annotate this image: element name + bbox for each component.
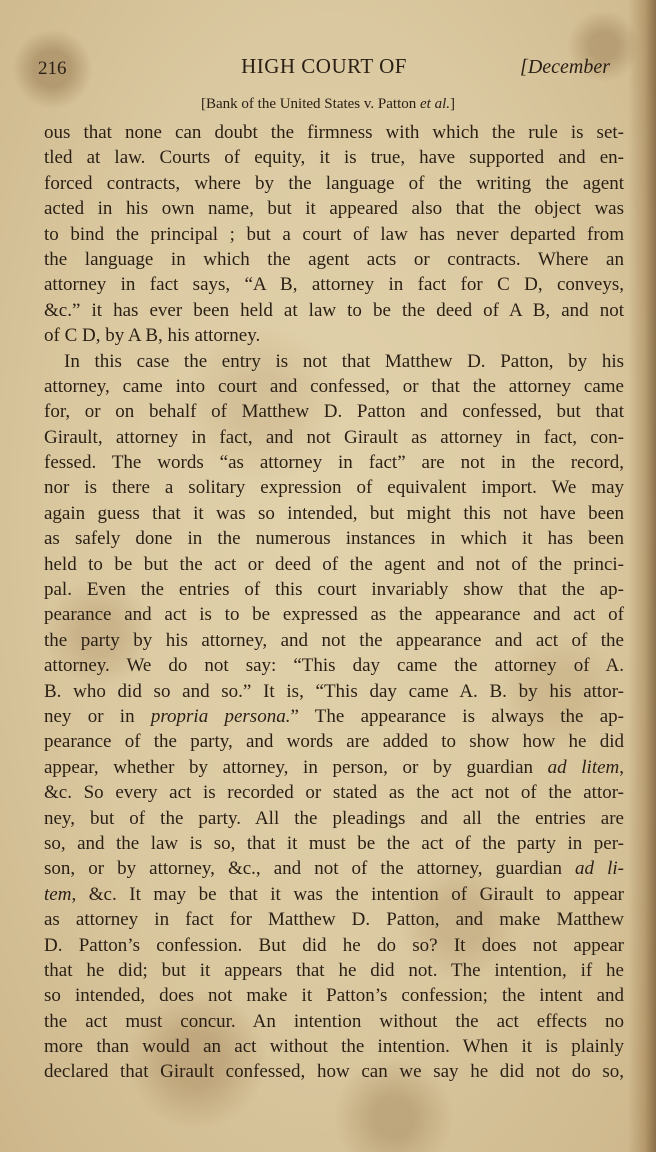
text-line: to bind the principal ; but a court of law has never departed from <box>44 223 624 245</box>
text-line: attorney. We do not say: “This day came the attorney of A. <box>44 655 624 677</box>
text-line: the language in which the agent acts or contracts. Where an <box>44 248 624 270</box>
text-line: son, or by attorney, &c., and not of the attorney, guardian ad li- <box>44 858 624 880</box>
text-line: &c. So every act is recorded or stated as the act not of the attor- <box>44 782 624 804</box>
italic-phrase: propria persona. <box>150 705 291 727</box>
text-line: acted in his own name, but it appeared also that the object was <box>44 198 624 220</box>
italic-phrase: tem <box>44 883 72 905</box>
text-line: so intended, does not make it Patton’s confession; the intent and <box>44 985 624 1007</box>
text-line: D. Patton’s confession. But did he do so? It does not appear <box>44 934 624 956</box>
text-line: tem, &c. It may be that it was the intention of Girault to appear <box>44 883 624 905</box>
text-line: the act must concur. An intention without the act effects no <box>44 1010 624 1032</box>
case-reference: [Bank of the United States v. Patton et al.] <box>201 96 455 112</box>
text-line: appear, whether by attorney, in person, or by guardian ad litem, <box>44 756 624 778</box>
text-line: more than would an act without the intention. When it is plainly <box>44 1036 624 1058</box>
text-line: ney or in propria persona.” The appearance is always the ap- <box>44 705 624 727</box>
page-edge-shadow <box>628 0 656 1152</box>
italic-phrase: ad li- <box>575 858 624 880</box>
text-line: In this case the entry is not that Matthew D. Patton, by his <box>64 350 624 372</box>
text-line: of C D, by A B, his attorney. <box>44 325 261 347</box>
body-text <box>44 120 624 1085</box>
text-line: that he did; but it appears that he did not. The intention, if he <box>44 959 624 981</box>
text-line: held to be but the act or deed of the agent and not of the princi- <box>44 553 624 575</box>
text-line: so, and the law is so, that it must be the act of the party in per- <box>44 832 624 854</box>
running-month: [December <box>520 56 610 78</box>
running-title: HIGH COURT OF <box>241 54 407 78</box>
text-line: ney, but of the party. All the pleadings and all the entries are <box>44 807 624 829</box>
page-number: 216 <box>38 58 67 79</box>
text-line: Girault, attorney in fact, and not Girault as attorney in fact, con- <box>44 426 624 448</box>
text-line: &c.” it has ever been held at law to be the deed of A B, and not <box>44 299 624 321</box>
text-line: forced contracts, where by the language of the writing the agent <box>44 172 624 194</box>
text-line: again guess that it was so intended, but might this not have been <box>44 502 624 524</box>
text-line: declared that Girault confessed, how can we say he did not do so, <box>44 1061 624 1083</box>
text-line: attorney, came into court and confessed, or that the attorney came <box>44 375 624 397</box>
italic-phrase: ad litem <box>547 756 620 778</box>
running-header <box>38 54 610 84</box>
text-line: B. who did so and so.” It is, “This day came A. B. by his attor- <box>44 680 624 702</box>
text-line: the party by his attorney, and not the appearance and act of the <box>44 629 624 651</box>
text-line: for, or on behalf of Matthew D. Patton and confessed, but that <box>44 401 624 423</box>
text-line: pearance of the party, and words are added to show how he did <box>44 731 624 753</box>
text-line: pal. Even the entries of this court invariably show that the ap- <box>44 579 624 601</box>
text-line: tled at law. Courts of equity, it is true, have supported and en- <box>44 147 624 169</box>
text-line: attorney in fact says, “A B, attorney in fact for C D, conveys, <box>44 274 624 296</box>
text-line: nor is there a solitary expression of equivalent import. We may <box>44 477 624 499</box>
text-line: as attorney in fact for Matthew D. Patton, and make Matthew <box>44 909 624 931</box>
text-line: ous that none can doubt the firmness with which the rule is set- <box>44 122 624 143</box>
text-line: pearance and act is to be expressed as the appearance and act of <box>44 604 624 626</box>
text-line: as safely done in the numerous instances in which it has been <box>44 528 624 550</box>
text-line: fessed. The words “as attorney in fact” are not in the record, <box>44 452 624 474</box>
